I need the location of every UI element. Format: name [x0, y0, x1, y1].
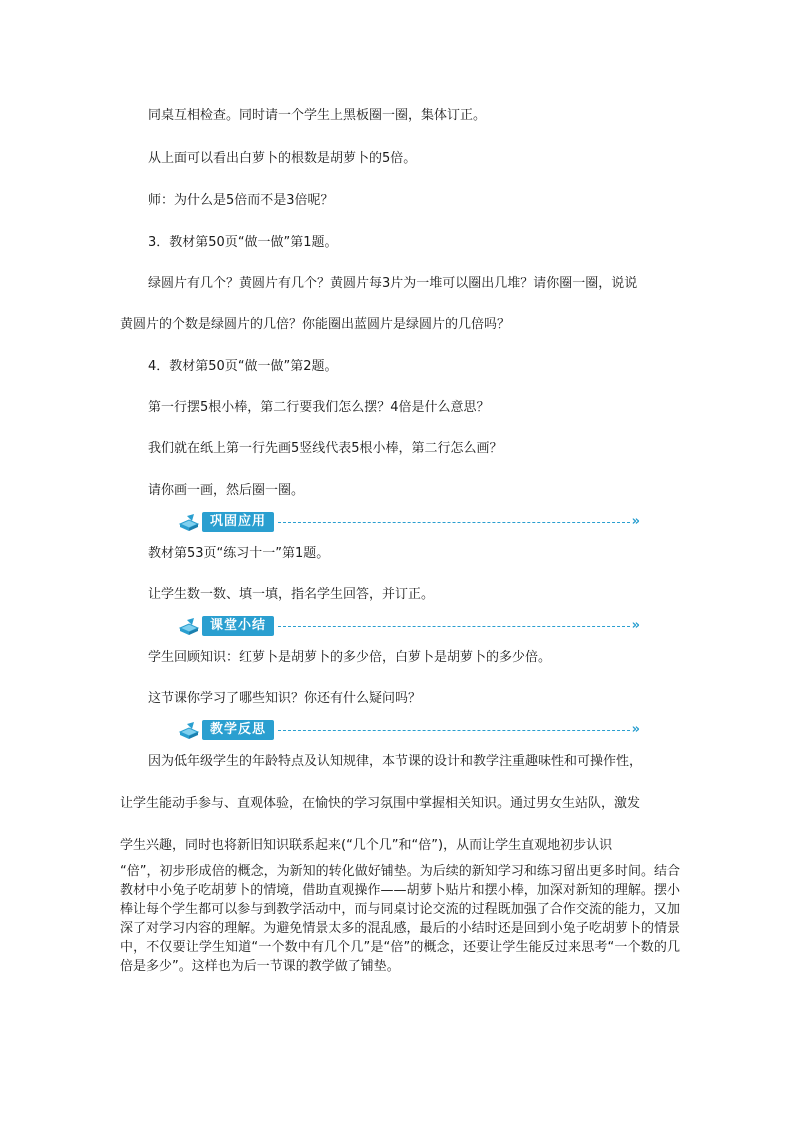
text-line: 同桌互相检查。同时请一个学生上黑板圈一圈，集体订正。	[148, 108, 487, 123]
section-banner-reflection	[178, 719, 640, 741]
text-line: 因为低年级学生的年龄特点及认知规律，本节课的设计和教学注重趣味性和可操作性，	[148, 754, 643, 769]
book-icon	[178, 616, 200, 636]
text-line: 我们就在纸上第一行先画5竖线代表5根小棒，第二行怎么画？	[148, 441, 503, 456]
text-line: 教材第53页“练习十一”第1题。	[148, 546, 330, 561]
text-line: 师：为什么是5倍而不是3倍呢？	[148, 193, 334, 208]
text-line: 绿圆片有几个？黄圆片有几个？黄圆片每3片为一堆可以圈出几堆？请你圈一圈，说说	[148, 276, 638, 291]
dashed-divider	[278, 730, 630, 731]
banner-label: 教学反思	[202, 720, 274, 740]
book-icon	[178, 720, 200, 740]
text-line: 请你画一画，然后圈一圈。	[148, 483, 305, 498]
book-icon	[178, 512, 200, 532]
text-line: 让学生能动手参与、直观体验，在愉快的学习氛围中掌握相关知识。通过男女生站队，激发	[120, 796, 641, 811]
banner-label: 课堂小结	[202, 616, 274, 636]
reflection-paragraph: “倍”，初步形成倍的概念，为新知的转化做好铺垫。为后续的新知学习和练习留出更多时间。结合教材中小兔子吃胡萝卜的情境，借助直观操作——胡萝卜贴片和摆小棒，加深对新知的理解。摆小棒让每个学生都可以参与到教学活动中，而与同桌讨论交流的过程既加强了合作交流的能力，又加深了对学习内容的理解。为避免情景太多的混乱感，最后的小结时还是回到小兔子吃胡萝卜的情景中，不仅要让学生知道“一个数中有几个几”是“倍”的概念，还要让学生能反过来思考“一个数的几倍是多少”。这样也为后一节课的教学做了铺垫。	[120, 864, 680, 974]
text-line: 第一行摆5根小棒，第二行要我们怎么摆？4倍是什么意思？	[148, 400, 490, 415]
section-banner-summary	[178, 615, 640, 637]
double-arrow-icon: »	[631, 722, 640, 737]
text-line: 黄圆片的个数是绿圆片的几倍？你能圈出蓝圆片是绿圆片的几倍吗？	[120, 317, 511, 332]
text-line: 4．教材第50页“做一做”第2题。	[148, 359, 338, 374]
dashed-divider	[278, 626, 630, 627]
text-line: 从上面可以看出白萝卜的根数是胡萝卜的5倍。	[148, 151, 417, 166]
section-banner-consolidate	[178, 511, 640, 533]
double-arrow-icon: »	[631, 618, 640, 633]
text-line: 学生兴趣，同时也将新旧知识联系起来(“几个几”和“倍”)，从而让学生直观地初步认识	[120, 838, 613, 853]
text-line: 这节课你学习了哪些知识？你还有什么疑问吗？	[148, 691, 422, 706]
text-line: 学生回顾知识：红萝卜是胡萝卜的多少倍，白萝卜是胡萝卜的多少倍。	[148, 650, 552, 665]
double-arrow-icon: »	[631, 514, 640, 529]
dashed-divider	[278, 522, 630, 523]
text-line: 3．教材第50页“做一做”第1题。	[148, 235, 338, 250]
banner-label: 巩固应用	[202, 512, 274, 532]
text-line: 让学生数一数、填一填，指名学生回答，并订正。	[148, 587, 435, 602]
